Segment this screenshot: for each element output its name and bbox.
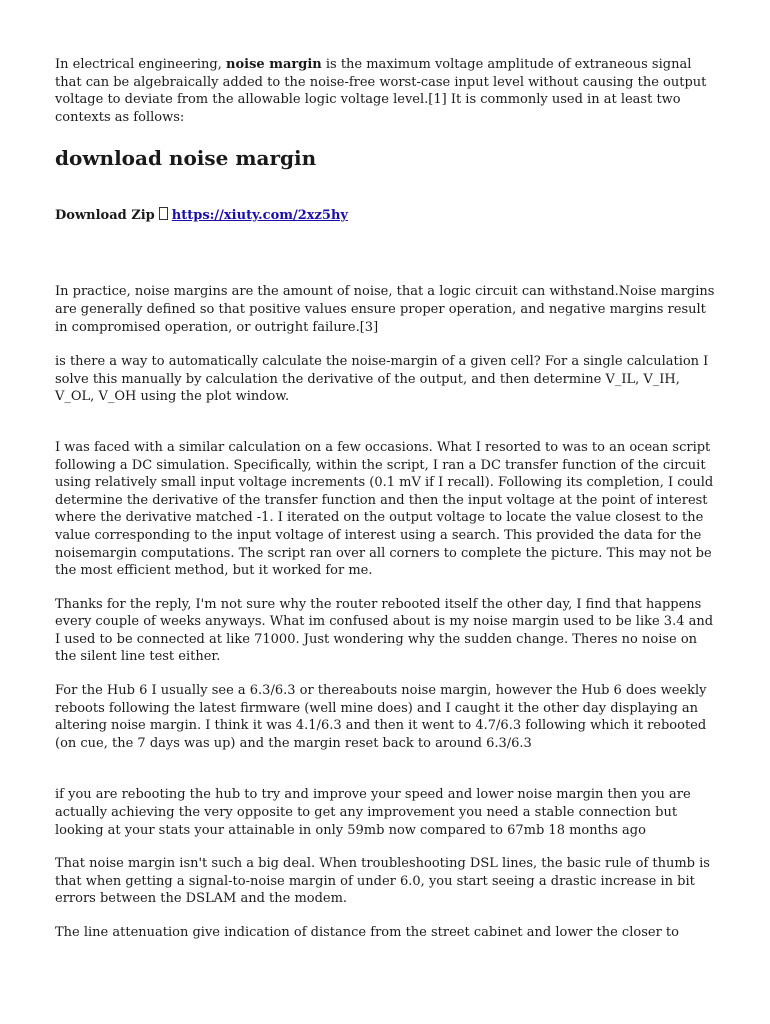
download-label: Download Zip: [55, 208, 155, 224]
paragraph-ocean-script: I was faced with a similar calculation on a few occasions. What I resorted to was to an ocean script following a DC simulation. Specifically, within the script, I ran a DC transfer function of the circuit using relatively small input voltage increments (0.1 mV if I recall). Following its completion, I could determine the derivative of the transfer function and then the input voltage at the point of interest where the derivative matched -1. I iterated on the output voltage to locate the value closest to the value corresponding to the input voltage of interest using a search. This provided the data for the noisemargin computations. The script ran over all corners to complete the picture. This may not be the most efficient method, but it worked for me.: [55, 439, 714, 579]
paragraph-practice: In practice, noise margins are the amount of noise, that a logic circuit can withstand.Noise margins are generally defined so that positive values ensure proper operation, and negative margins result in compromised operation, or outright failure.[3]: [55, 284, 715, 335]
paragraph-rebooting: if you are rebooting the hub to try and improve your speed and lower noise margin then you are actually achieving the very opposite to get any improvement you need a stable connection but looking at your stats your attainable in only 59mb now compared to 67mb 18 months ago: [55, 787, 691, 838]
paragraph-question: is there a way to automatically calculate the noise-margin of a given cell? For a single calculation I solve this manually by calculation the derivative of the output, and then determine V_IL, V_IH, V_OL, V_OH using the plot window.: [55, 354, 709, 405]
paragraph-router-reply: Thanks for the reply, I'm not sure why the router rebooted itself the other day, I find that happens every couple of weeks anyways. What im confused about is my noise margin used to be like 3.4 and I used to be connected at like 71000. Just wondering why the sudden change. Theres no noise on the silent line test either.: [55, 596, 714, 665]
paragraph-dsl: That noise margin isn't such a big deal. When troubleshooting DSL lines, the basic rule of thumb is that when getting a signal-to-noise margin of under 6.0, you start seeing a drastic increase in bit errors between the DSLAM and the modem.: [55, 856, 710, 907]
paragraph-hub6: For the Hub 6 I usually see a 6.3/6.3 or thereabouts noise margin, however the Hub 6 does weekly reboots following the latest firmware (well mine does) and I caught it the other day displaying an altering noise margin. I think it was 4.1/6.3 and then it went to 4.7/6.3 following which it rebooted (on cue, the 7 days was up) and the margin reset back to around 6.3/6.3: [55, 683, 707, 751]
page-title: download noise margin: [55, 146, 317, 171]
download-link[interactable]: https://xiuty.com/2xz5hy: [171, 208, 348, 224]
intro-term: noise margin: [226, 57, 322, 72]
download-arrow-icon: [159, 207, 168, 220]
intro-text-after: is the maximum voltage amplitude of extraneous signal that can be algebraically added to the noise-free worst-case input level without causing the output voltage to deviate from the allowable logic voltage level.[1] It is commonly used in at least two contexts as follows:: [55, 57, 707, 125]
paragraph-attenuation: The line attenuation give indication of distance from the street cabinet and lower the closer to: [55, 925, 679, 940]
intro-paragraph: [55, 56, 718, 126]
download-line: [55, 207, 718, 225]
intro-text-before: In electrical engineering,: [55, 57, 227, 72]
